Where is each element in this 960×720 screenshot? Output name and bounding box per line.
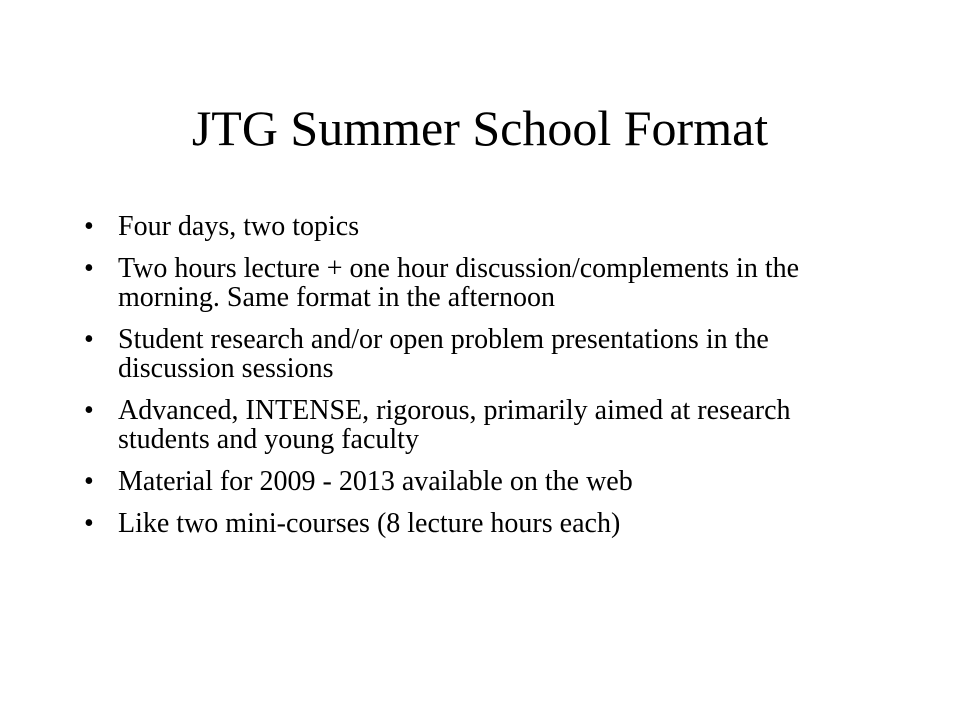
bullet-item [84,396,884,454]
bullet-text: Advanced, INTENSE, rigorous, primarily aimed at research students and young faculty [118,395,791,455]
bullet-text: Two hours lecture + one hour discussion/complements in the morning. Same format in the afternoon [118,253,800,313]
bullet-icon: • [84,395,94,426]
bullet-text: Like two mini-courses (8 lecture hours each) [118,508,621,539]
bullet-item [84,254,884,312]
bullet-item [84,467,884,496]
bullet-item [84,509,884,538]
bullet-list [84,212,884,551]
bullet-text: Material for 2009 - 2013 available on the web [118,466,633,497]
bullet-icon: • [84,466,94,497]
bullet-text: Student research and/or open problem presentations in the discussion sessions [118,324,769,384]
bullet-text: Four days, two topics [118,211,360,242]
bullet-icon: • [84,324,94,355]
bullet-item [84,325,884,383]
bullet-icon: • [84,508,94,539]
bullet-icon: • [84,253,94,284]
slide-title: JTG Summer School Format [191,100,769,156]
bullet-item [84,212,884,241]
bullet-icon: • [84,211,94,242]
